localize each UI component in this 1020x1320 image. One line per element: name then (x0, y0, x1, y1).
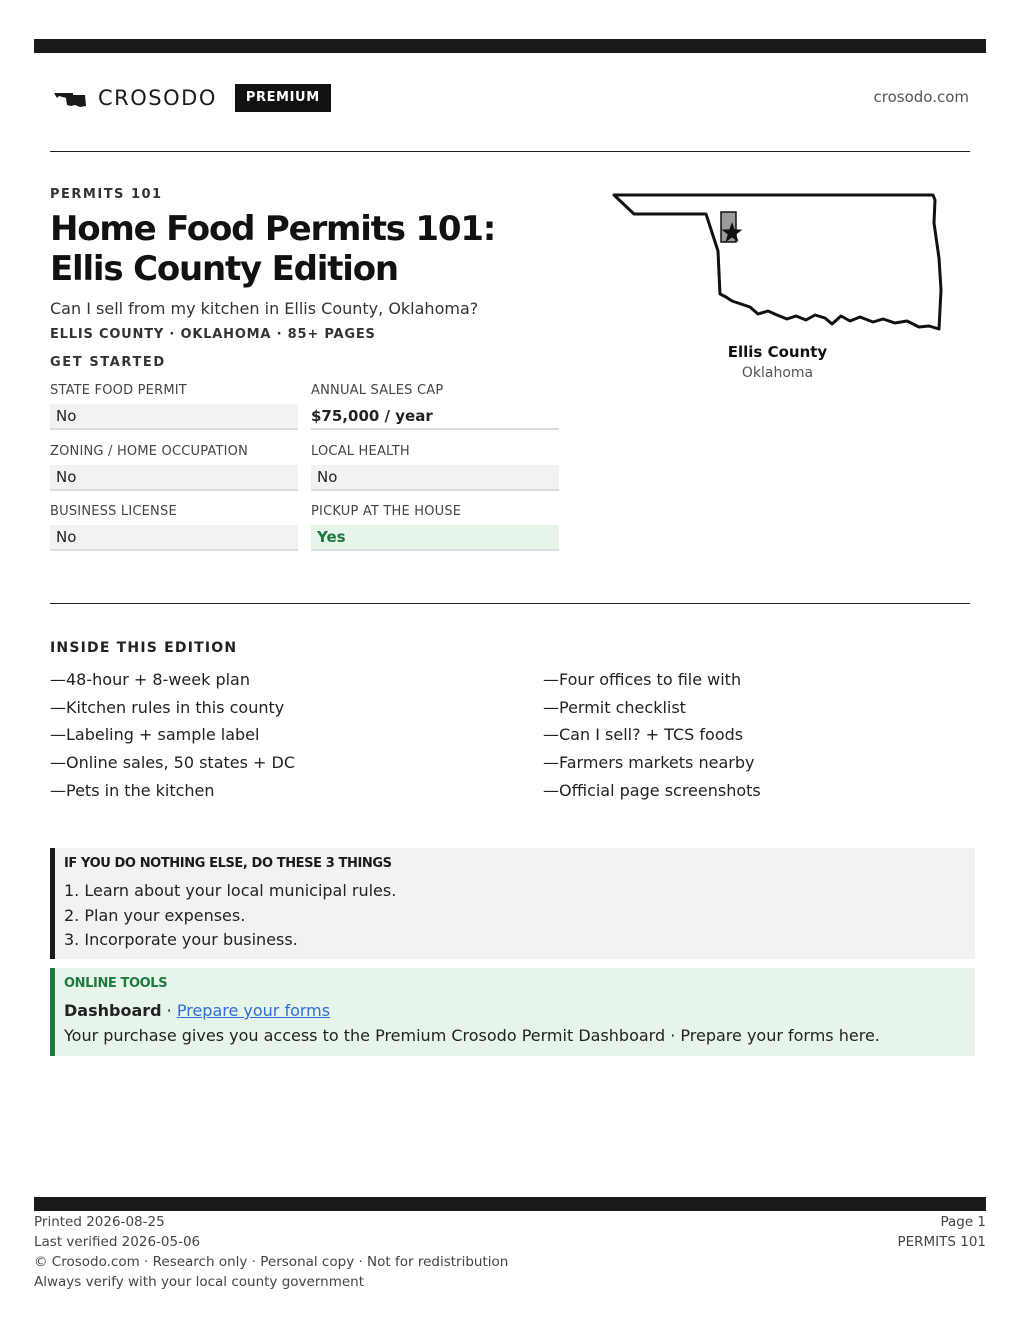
step-item: 3. Incorporate your business. (64, 930, 298, 949)
field-value: No (50, 404, 298, 430)
verified-date: Last verified 2026-05-06 (34, 1234, 201, 1250)
contents-list-left (50, 666, 295, 805)
list-item: —Farmers markets nearby (543, 753, 755, 773)
list-item: —48-hour + 8-week plan (50, 670, 250, 689)
kicker: PERMITS 101 (50, 187, 163, 202)
site-domain[interactable]: crosodo.com (873, 88, 969, 106)
brand[interactable] (54, 84, 331, 112)
inside-edition-heading: INSIDE THIS EDITION (50, 640, 238, 656)
top-rule-bar (34, 39, 986, 53)
online-tools-callout (50, 968, 975, 1056)
list-item: —Online sales, 50 states + DC (50, 753, 296, 773)
separator: · (161, 1001, 177, 1020)
field-business-license (50, 504, 298, 551)
list-item: —Kitchen rules in this county (50, 697, 285, 717)
oklahoma-map (610, 190, 950, 340)
field-annual-sales-cap (311, 383, 559, 430)
step-item: 2. Plan your expenses. (64, 905, 246, 925)
oklahoma-logo-icon (54, 88, 86, 108)
field-label: BUSINESS LICENSE (50, 504, 177, 519)
field-value: No (50, 465, 298, 491)
edition-meta: ELLIS COUNTY · OKLAHOMA · 85+ PAGES (50, 327, 376, 342)
field-value: $75,000 / year (311, 404, 559, 430)
field-pickup-at-house (311, 504, 559, 551)
three-things-callout (50, 848, 975, 959)
list-item: —Can I sell? + TCS foods (543, 725, 744, 745)
map-state-label: Oklahoma (741, 365, 814, 381)
list-item: —Labeling + sample label (50, 725, 260, 745)
steps-list (64, 879, 396, 953)
footer-right (897, 1212, 986, 1252)
brand-name: CROSODO (98, 86, 217, 110)
premium-badge: PREMIUM (235, 84, 331, 112)
prepare-forms-link[interactable]: Prepare your forms (176, 1001, 331, 1020)
list-item: —Four offices to file with (543, 670, 742, 689)
divider (50, 603, 970, 604)
printed-date: Printed 2026-08-25 (34, 1214, 165, 1230)
field-value: Yes (311, 525, 559, 551)
field-label: ANNUAL SALES CAP (311, 383, 444, 398)
bottom-rule-bar (34, 1197, 986, 1211)
field-value: No (311, 465, 559, 491)
field-label: PICKUP AT THE HOUSE (311, 504, 462, 519)
page-number: Page 1 (940, 1214, 986, 1230)
footer-section: PERMITS 101 (897, 1234, 986, 1250)
list-item: —Official page screenshots (543, 780, 761, 800)
field-label: STATE FOOD PERMIT (50, 383, 187, 398)
copyright: © Crosodo.com · Research only · Personal copy · Not for redistribution (34, 1254, 509, 1270)
footer-left (34, 1212, 508, 1292)
list-item: —Permit checklist (543, 697, 686, 717)
field-label: ZONING / HOME OCCUPATION (50, 444, 249, 459)
field-local-health (311, 444, 559, 491)
field-state-food-permit (50, 383, 298, 430)
divider (50, 151, 970, 152)
state-outline (614, 195, 941, 329)
subtitle: Can I sell from my kitchen in Ellis County, Oklahoma? (50, 299, 479, 318)
callout-heading: IF YOU DO NOTHING ELSE, DO THESE 3 THINGS (64, 856, 392, 871)
verify-note: Always verify with your local county government (34, 1274, 364, 1290)
list-item: —Pets in the kitchen (50, 780, 215, 800)
step-item: 1. Learn about your local municipal rules. (64, 881, 397, 900)
contents-list-right (543, 666, 761, 805)
field-value: No (50, 525, 298, 551)
dashboard-line (64, 1001, 330, 1020)
get-started-heading: GET STARTED (50, 355, 166, 370)
page-title: Home Food Permits 101: Ellis County Edition (50, 209, 496, 289)
field-zoning (50, 444, 298, 491)
tools-heading: ONLINE TOOLS (64, 976, 168, 991)
tools-description: Your purchase gives you access to the Premium Crosodo Permit Dashboard · Prepare your forms here. (64, 1026, 880, 1045)
field-label: LOCAL HEALTH (311, 444, 410, 459)
map-county-label: Ellis County (727, 343, 828, 361)
dashboard-label: Dashboard (64, 1001, 162, 1020)
